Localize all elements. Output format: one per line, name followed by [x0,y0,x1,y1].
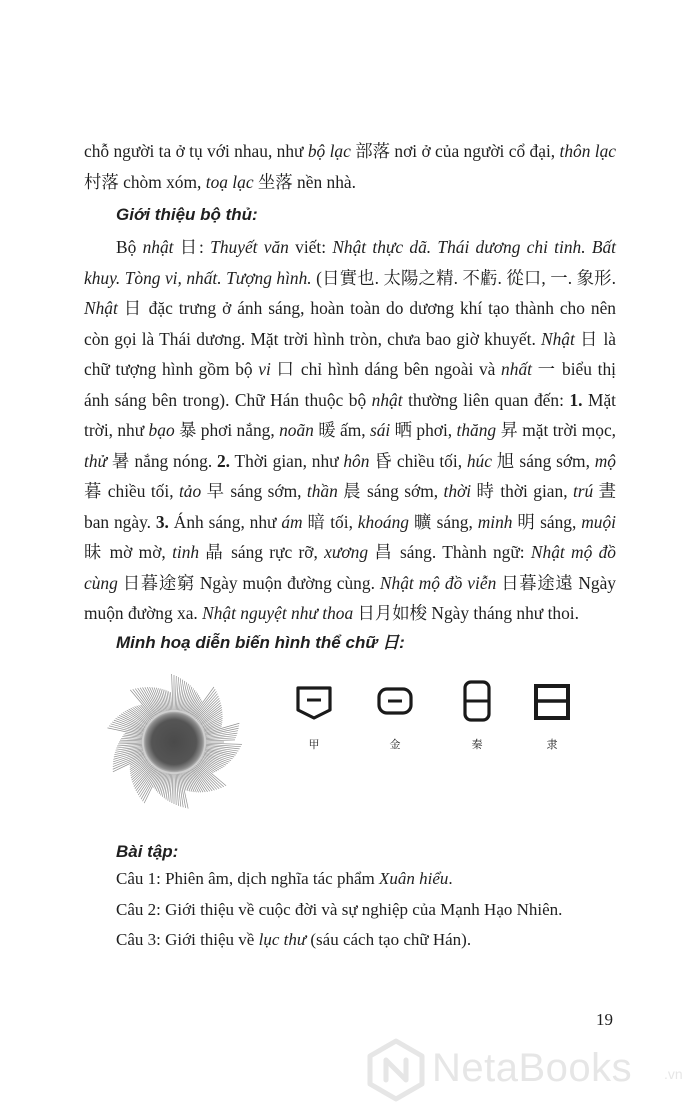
term: hôn [343,450,370,471]
text: 昏 chiều tối, [369,450,467,471]
term: noãn [279,420,314,440]
sun-ray [204,740,235,741]
page-number: 19 [596,1010,613,1029]
text: 日: [173,237,211,257]
term: nhật [142,237,174,257]
text: 昌 sáng. Thành ngữ: [368,542,531,562]
text: Thời gian, như [230,450,344,471]
term: khoáng [357,511,409,532]
text: (日實也. 太陽之精. 不虧. 從口, 一. 象形. [311,267,616,288]
text: 日月如梭 Ngày tháng như thoi. [353,603,579,623]
illustration-heading: Minh hoạ diễn biến hình thể chữ 日: [116,633,405,652]
term: thử [84,450,108,471]
term: thần [306,481,338,501]
term: Nhật [84,298,118,318]
text: Mặt trời, như [84,389,616,440]
text: 晝 ban ngày. [84,481,617,532]
idiom: Nhật nguyệt như thoa [202,603,354,623]
sun-ray [172,772,173,803]
watermark-brand: NetaBooks [432,1046,633,1090]
watermark-suffix: .vn [664,1066,683,1082]
text: 昇 mặt trời mọc, [496,420,617,440]
radical-description [84,232,616,629]
sun-ray [175,676,176,712]
term: lục thư [258,930,307,949]
text: 昧 mờ mờ, [84,542,173,562]
text: 村落 chòm xóm, [84,171,206,192]
text: 曠 sáng, [409,511,478,532]
bronze-sun-glyph [373,680,417,724]
exercise-item [116,864,616,895]
term: muội [581,511,616,532]
idiom: Nhật mộ đồ cùng [84,542,616,593]
quote: Nhật thực dã. Thái dương chi tinh. Bất khuy. Tòng vi, nhất. Tượng hình. [84,237,616,288]
netabooks-logo-icon [366,1038,426,1102]
clerical-sun-glyph [530,680,574,724]
term: thôn lạc [559,141,617,161]
term: mộ [594,450,616,471]
sun-illustration [104,672,244,812]
section-heading: Giới thiệu bộ thủ: [116,205,258,224]
text: viết: [288,237,333,257]
term: thời [443,481,472,501]
text: Bộ [116,237,143,257]
term: thăng [456,420,497,440]
term: nhật [371,389,403,410]
work-title: Xuân hiểu [378,869,449,888]
term: Nhật [541,328,575,349]
term: vi [258,359,271,379]
sun-ray [120,740,144,741]
glyph-label-bronze: 金 [389,738,401,751]
number: 2. [216,450,231,471]
text: 暑 nắng nóng. [107,450,217,471]
number: 1. [569,389,583,410]
text: 早 sáng sớm, [201,481,307,501]
sun-ray [176,772,178,806]
text: Câu 1: Phiên âm, dịch nghĩa tác phẩm [116,869,379,888]
text: 暗 tối, [302,511,358,532]
term: bạo [148,420,175,440]
text: thường liên quan đến: [402,389,570,410]
text: 晒 phơi, [390,420,457,440]
exercise-item: Câu 2: Giới thiệu về cuộc đời và sự nghiệp của Mạnh Hạo Nhiên. [116,899,563,919]
term: minh [477,511,513,532]
text: 晨 sáng sớm, [337,481,444,501]
text: 暴 phơi nắng, [174,420,280,440]
text: 日暮途遠 Ngày muộn đường xa. [84,572,616,623]
intro-paragraph [84,136,616,197]
number: 3. [155,511,169,532]
text: chỗ người ta ở tụ với nhau, như [84,141,308,161]
text: 暖 ấm, [313,420,370,440]
text: (sáu cách tạo chữ Hán). [306,930,472,949]
sun-ray [196,763,222,788]
sun-ray [196,762,223,787]
exercises-heading: Bài tập: [116,842,179,861]
text: Câu 3: Giới thiệu về [116,930,259,949]
term: tinh [172,542,200,562]
glyph-label-oracle: 甲 [308,738,320,751]
term: ám [281,511,303,532]
term: Thuyết văn [210,237,289,257]
term: sái [369,420,391,440]
glyph-label-clerical: 隶 [546,738,558,751]
oracle-bone-sun-glyph [292,680,336,724]
text: 時 thời gian, [471,481,573,501]
text: 旭 sáng sớm, [491,450,595,471]
text: Ánh sáng, như [168,511,282,532]
watermark [362,1036,692,1108]
text: 日 đặc trưng ở ánh sáng, hoàn toàn do dương khí tạo thành cho nên còn gọi là Thái dương. Mặt trời hình tròn, chưa bao giờ khuyết. [84,298,616,349]
text: 坐落 nền nhà. [253,171,356,192]
text: 明 sáng, [512,511,582,532]
sun-ray [176,677,178,712]
exercise-list [116,864,616,956]
term: nhất [501,359,532,379]
term: tảo [178,481,202,501]
term: bộ lạc [307,141,351,161]
term: trú [572,481,594,501]
text: . [448,869,453,888]
idiom: Nhật mộ đồ viễn [379,572,497,593]
glyph-label-qin: 秦 [471,738,483,751]
text: 部落 nơi ở của người cổ đại, [350,141,560,161]
term: húc [466,450,492,471]
text: 日暮途窮 Ngày muộn đường cùng. [117,572,380,593]
term: toạ lạc [205,171,254,192]
sun-ray [118,743,144,744]
qin-seal-sun-glyph [455,680,499,724]
text: 暮 chiều tối, [84,481,179,501]
text: 日 là chữ tượng hình gồm bộ [84,328,616,379]
text: 口 chỉ hình dáng bên ngoài và [270,359,502,379]
term: xương [324,542,369,562]
text: 一 biểu thị ánh sáng bên trong). Chữ Hán thuộc bộ [84,359,616,410]
exercise-item [116,925,616,956]
text: 晶 sáng rực rỡ, [199,542,325,562]
sun-ray [175,772,176,805]
